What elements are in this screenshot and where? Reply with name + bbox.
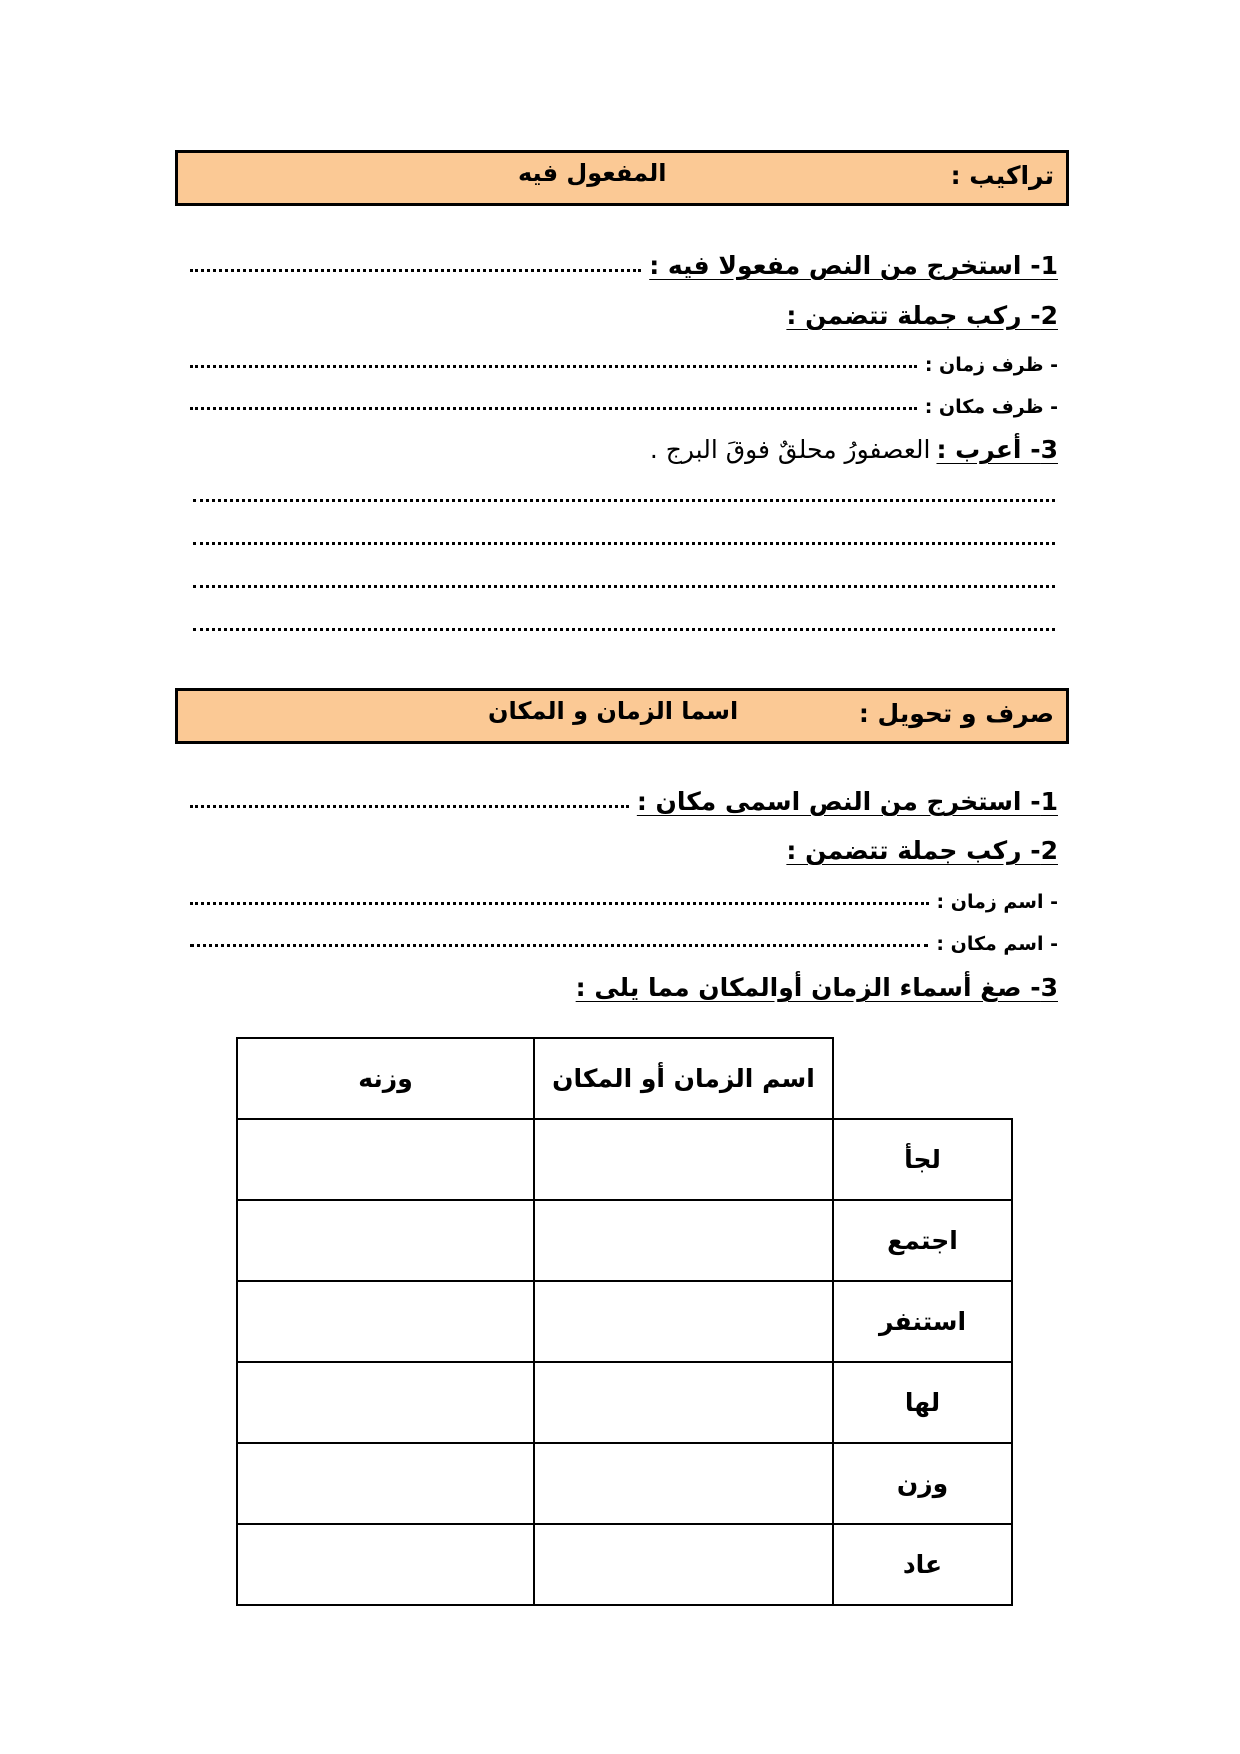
header-name: اسم الزمان أو المكان [534,1038,833,1119]
verb-cell: لجأ [833,1119,1012,1200]
section2-label: صرف و تحويل : [858,699,1054,728]
verb-cell: استنفر [833,1281,1012,1362]
table-row [237,1443,1012,1524]
answer-line[interactable] [193,498,1055,502]
s1-q2-text: 2- ركب جملة تتضمن : [786,301,1058,330]
verb-cell: وزن [833,1443,1012,1524]
section1-header [175,150,1069,206]
table-row [237,1281,1012,1362]
s1-question-1 [190,240,1058,280]
s2-sub2-text: - اسم مكان : [936,933,1058,955]
section1-label: تراكيب : [950,161,1054,190]
verb-cell: عاد [833,1524,1012,1605]
s2-q2-text: 2- ركب جملة تتضمن : [786,836,1058,865]
answer-line[interactable] [193,584,1055,588]
s1-sub-1 [190,336,1058,376]
table-row [237,1362,1012,1443]
answer-line[interactable] [190,268,641,272]
section1-topic: المفعول فيه [518,159,667,187]
s1-q3-label: 3- أعرب : [936,435,1058,464]
verb-cell: اجتمع [833,1200,1012,1281]
answer-line[interactable] [193,627,1055,631]
name-cell[interactable] [534,1119,833,1200]
answer-line[interactable] [190,364,917,368]
verb-cell: لها [833,1362,1012,1443]
s2-question-2 [190,825,1058,865]
s2-q3-text: 3- صغ أسماء الزمان أوالمكان مما يلى : [575,973,1058,1002]
s1-q3-sentence: العصفورُ محلقٌ فوقَ البرجِ . [649,435,931,464]
s2-question-3 [190,962,1058,1002]
derivation-table [236,1037,1013,1606]
weight-cell[interactable] [237,1281,534,1362]
name-cell[interactable] [534,1281,833,1362]
s1-sub2-text: - ظرف مكان : [924,396,1058,418]
s1-question-3 [190,424,1058,464]
s1-sub-2 [190,378,1058,418]
header-weight: وزنه [237,1038,534,1119]
name-cell[interactable] [534,1362,833,1443]
s1-q1-text: 1- استخرج من النص مفعولا فيه : [649,251,1058,280]
header-empty [833,1038,1012,1119]
name-cell[interactable] [534,1443,833,1524]
answer-line[interactable] [190,901,929,905]
table-row [237,1524,1012,1605]
s2-sub-1 [190,873,1058,913]
table-row [237,1200,1012,1281]
weight-cell[interactable] [237,1443,534,1524]
s2-sub1-text: - اسم زمان : [936,891,1058,913]
weight-cell[interactable] [237,1524,534,1605]
name-cell[interactable] [534,1200,833,1281]
answer-line[interactable] [193,541,1055,545]
s1-sub1-text: - ظرف زمان : [924,354,1058,376]
answer-line[interactable] [190,406,917,410]
section2-header [175,688,1069,744]
answer-line[interactable] [190,943,928,947]
weight-cell[interactable] [237,1200,534,1281]
s1-question-2 [190,290,1058,330]
weight-cell[interactable] [237,1119,534,1200]
s2-question-1 [190,776,1058,816]
weight-cell[interactable] [237,1362,534,1443]
name-cell[interactable] [534,1524,833,1605]
s2-sub-2 [190,915,1058,955]
table-header-row [237,1038,1012,1119]
table-row [237,1119,1012,1200]
answer-line[interactable] [190,804,629,808]
section2-topic: اسما الزمان و المكان [488,697,739,725]
s2-q1-text: 1- استخرج من النص اسمى مكان : [636,787,1058,816]
